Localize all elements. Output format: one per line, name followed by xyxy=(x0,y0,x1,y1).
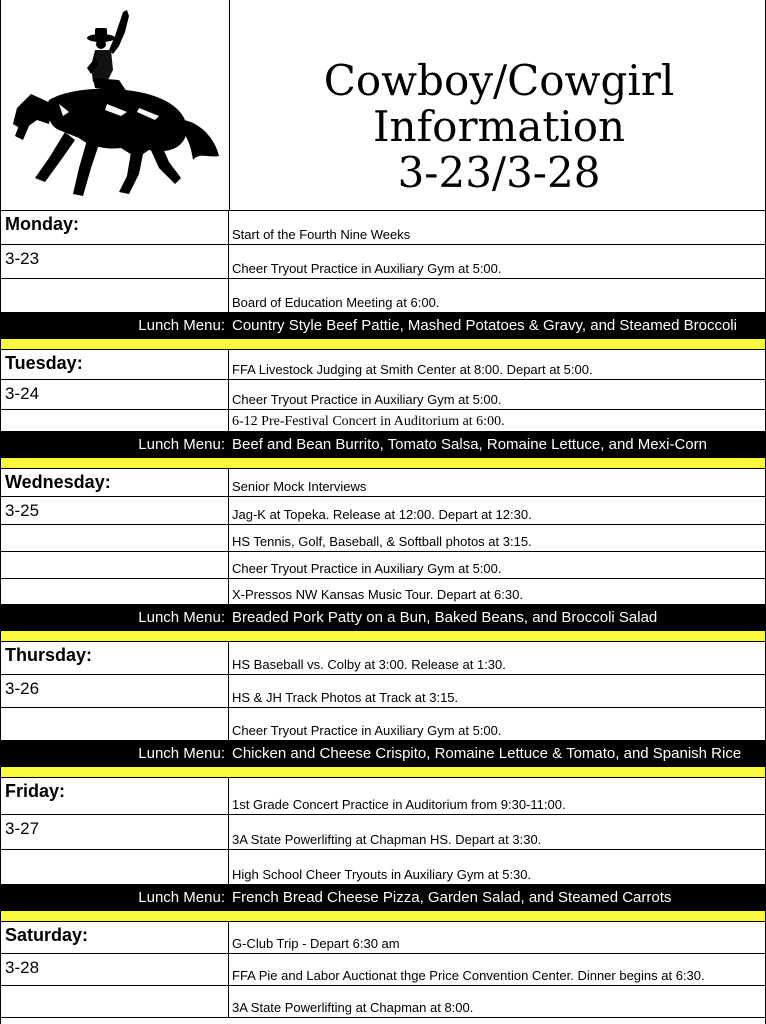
event-text: Start of the Fourth Nine Weeks xyxy=(232,227,411,242)
lunch-bar xyxy=(1,885,765,911)
schedule-row xyxy=(1,954,765,986)
event-text: Jag-K at Topeka. Release at 12:00. Depart at 12:30. xyxy=(232,507,532,522)
event-text: X-Pressos NW Kansas Music Tour. Depart at 6:30. xyxy=(232,587,523,602)
event-text: Board of Education Meeting at 6:00. xyxy=(232,295,440,310)
schedule-row xyxy=(1,245,765,279)
schedule-row xyxy=(1,708,765,741)
lunch-menu: Country Style Beef Pattie, Mashed Potatoes & Gravy, and Steamed Broccoli xyxy=(232,317,737,334)
schedule-row xyxy=(1,410,765,432)
schedule-row xyxy=(1,579,765,605)
event-text: 6-12 Pre-Festival Concert in Auditorium at 6:00. xyxy=(232,414,505,429)
lunch-bar xyxy=(1,313,765,339)
schedule-row xyxy=(1,986,765,1018)
schedule-row xyxy=(1,850,765,885)
event-text: Cheer Tryout Practice in Auxiliary Gym at 5:00. xyxy=(232,392,502,407)
lunch-bar xyxy=(1,605,765,631)
event-text: Senior Mock Interviews xyxy=(232,479,367,494)
date-label: 3-25 xyxy=(5,501,40,520)
lunch-menu: Chicken and Cheese Crispito, Romaine Lettuce & Tomato, and Spanish Rice xyxy=(232,745,742,762)
event-text: Cheer Tryout Practice in Auxiliary Gym at 5:00. xyxy=(232,561,502,576)
lunch-menu: Beef and Bean Burrito, Tomato Salsa, Romaine Lettuce, and Mexi-Corn xyxy=(232,436,707,453)
schedule-row xyxy=(1,469,765,497)
lunch-label: Lunch Menu: xyxy=(138,436,225,453)
lunch-bar xyxy=(1,741,765,767)
title-line-2: Information xyxy=(372,102,626,151)
date-label: 3-27 xyxy=(5,819,40,838)
bronco-rider-logo xyxy=(9,8,223,198)
schedule-row xyxy=(1,642,765,675)
title-line-3: 3-23/3-28 xyxy=(397,148,601,197)
lunch-menu: French Bread Cheese Pizza, Garden Salad, and Steamed Carrots xyxy=(232,889,672,906)
schedule-row xyxy=(1,675,765,708)
day-label: Saturday: xyxy=(5,925,89,945)
event-text: HS & JH Track Photos at Track at 3:15. xyxy=(232,690,459,705)
event-text: 3A State Powerlifting at Chapman HS. Depart at 3:30. xyxy=(232,832,542,847)
event-text: FFA Livestock Judging at Smith Center at 8:00. Depart at 5:00. xyxy=(232,362,593,377)
schedule-row xyxy=(1,525,765,552)
lunch-label: Lunch Menu: xyxy=(138,745,225,762)
day-label: Thursday: xyxy=(5,645,93,665)
event-text: FFA Pie and Labor Auctionat thge Price Convention Center. Dinner begins at 6:30. xyxy=(232,968,705,983)
date-label: 3-24 xyxy=(5,384,40,403)
schedule-row xyxy=(1,279,765,313)
event-text: HS Tennis, Golf, Baseball, & Softball photos at 3:15. xyxy=(232,534,532,549)
schedule-row xyxy=(1,815,765,850)
separator-bar xyxy=(1,767,765,778)
event-text: HS Baseball vs. Colby at 3:00. Release at 1:30. xyxy=(232,657,506,672)
header xyxy=(1,0,765,211)
event-text: High School Cheer Tryouts in Auxiliary Gym at 5:30. xyxy=(232,867,532,882)
event-text: 3A State Powerlifting at Chapman at 8:00. xyxy=(232,1000,474,1015)
separator-bar xyxy=(1,339,765,350)
separator-bar xyxy=(1,631,765,642)
schedule-row xyxy=(1,497,765,525)
lunch-label: Lunch Menu: xyxy=(138,889,225,906)
separator-bar xyxy=(1,458,765,469)
schedule-row xyxy=(1,350,765,380)
page-title xyxy=(233,58,765,196)
day-section-thursday xyxy=(1,642,765,778)
day-label: Tuesday: xyxy=(5,353,83,373)
day-label: Friday: xyxy=(5,781,66,801)
date-label: 3-26 xyxy=(5,679,40,698)
schedule-row xyxy=(1,922,765,954)
event-text: Cheer Tryout Practice in Auxiliary Gym at 5:00. xyxy=(232,723,502,738)
date-label: 3-28 xyxy=(5,958,40,977)
day-label: Wednesday: xyxy=(5,472,111,492)
day-section-wednesday xyxy=(1,469,765,642)
day-section-monday xyxy=(1,211,765,350)
date-label: 3-23 xyxy=(5,249,40,268)
header-divider xyxy=(229,0,230,210)
day-label: Monday: xyxy=(5,214,79,234)
schedule-row xyxy=(1,552,765,579)
lunch-label: Lunch Menu: xyxy=(138,609,225,626)
lunch-bar xyxy=(1,432,765,458)
event-text: 1st Grade Concert Practice in Auditorium from 9:30-11:00. xyxy=(232,797,566,812)
day-section-friday xyxy=(1,778,765,922)
title-line-1: Cowboy/Cowgirl xyxy=(323,56,675,105)
event-text: Cheer Tryout Practice in Auxiliary Gym at 5:00. xyxy=(232,261,502,276)
lunch-menu: Breaded Pork Patty on a Bun, Baked Beans, and Broccoli Salad xyxy=(232,609,658,626)
day-section-tuesday xyxy=(1,350,765,469)
day-section-saturday xyxy=(1,922,765,1018)
separator-bar xyxy=(1,911,765,922)
schedule-row xyxy=(1,778,765,815)
schedule-row xyxy=(1,211,765,245)
lunch-label: Lunch Menu: xyxy=(138,317,225,334)
schedule-row xyxy=(1,380,765,410)
event-text: G-Club Trip - Depart 6:30 am xyxy=(232,936,400,951)
